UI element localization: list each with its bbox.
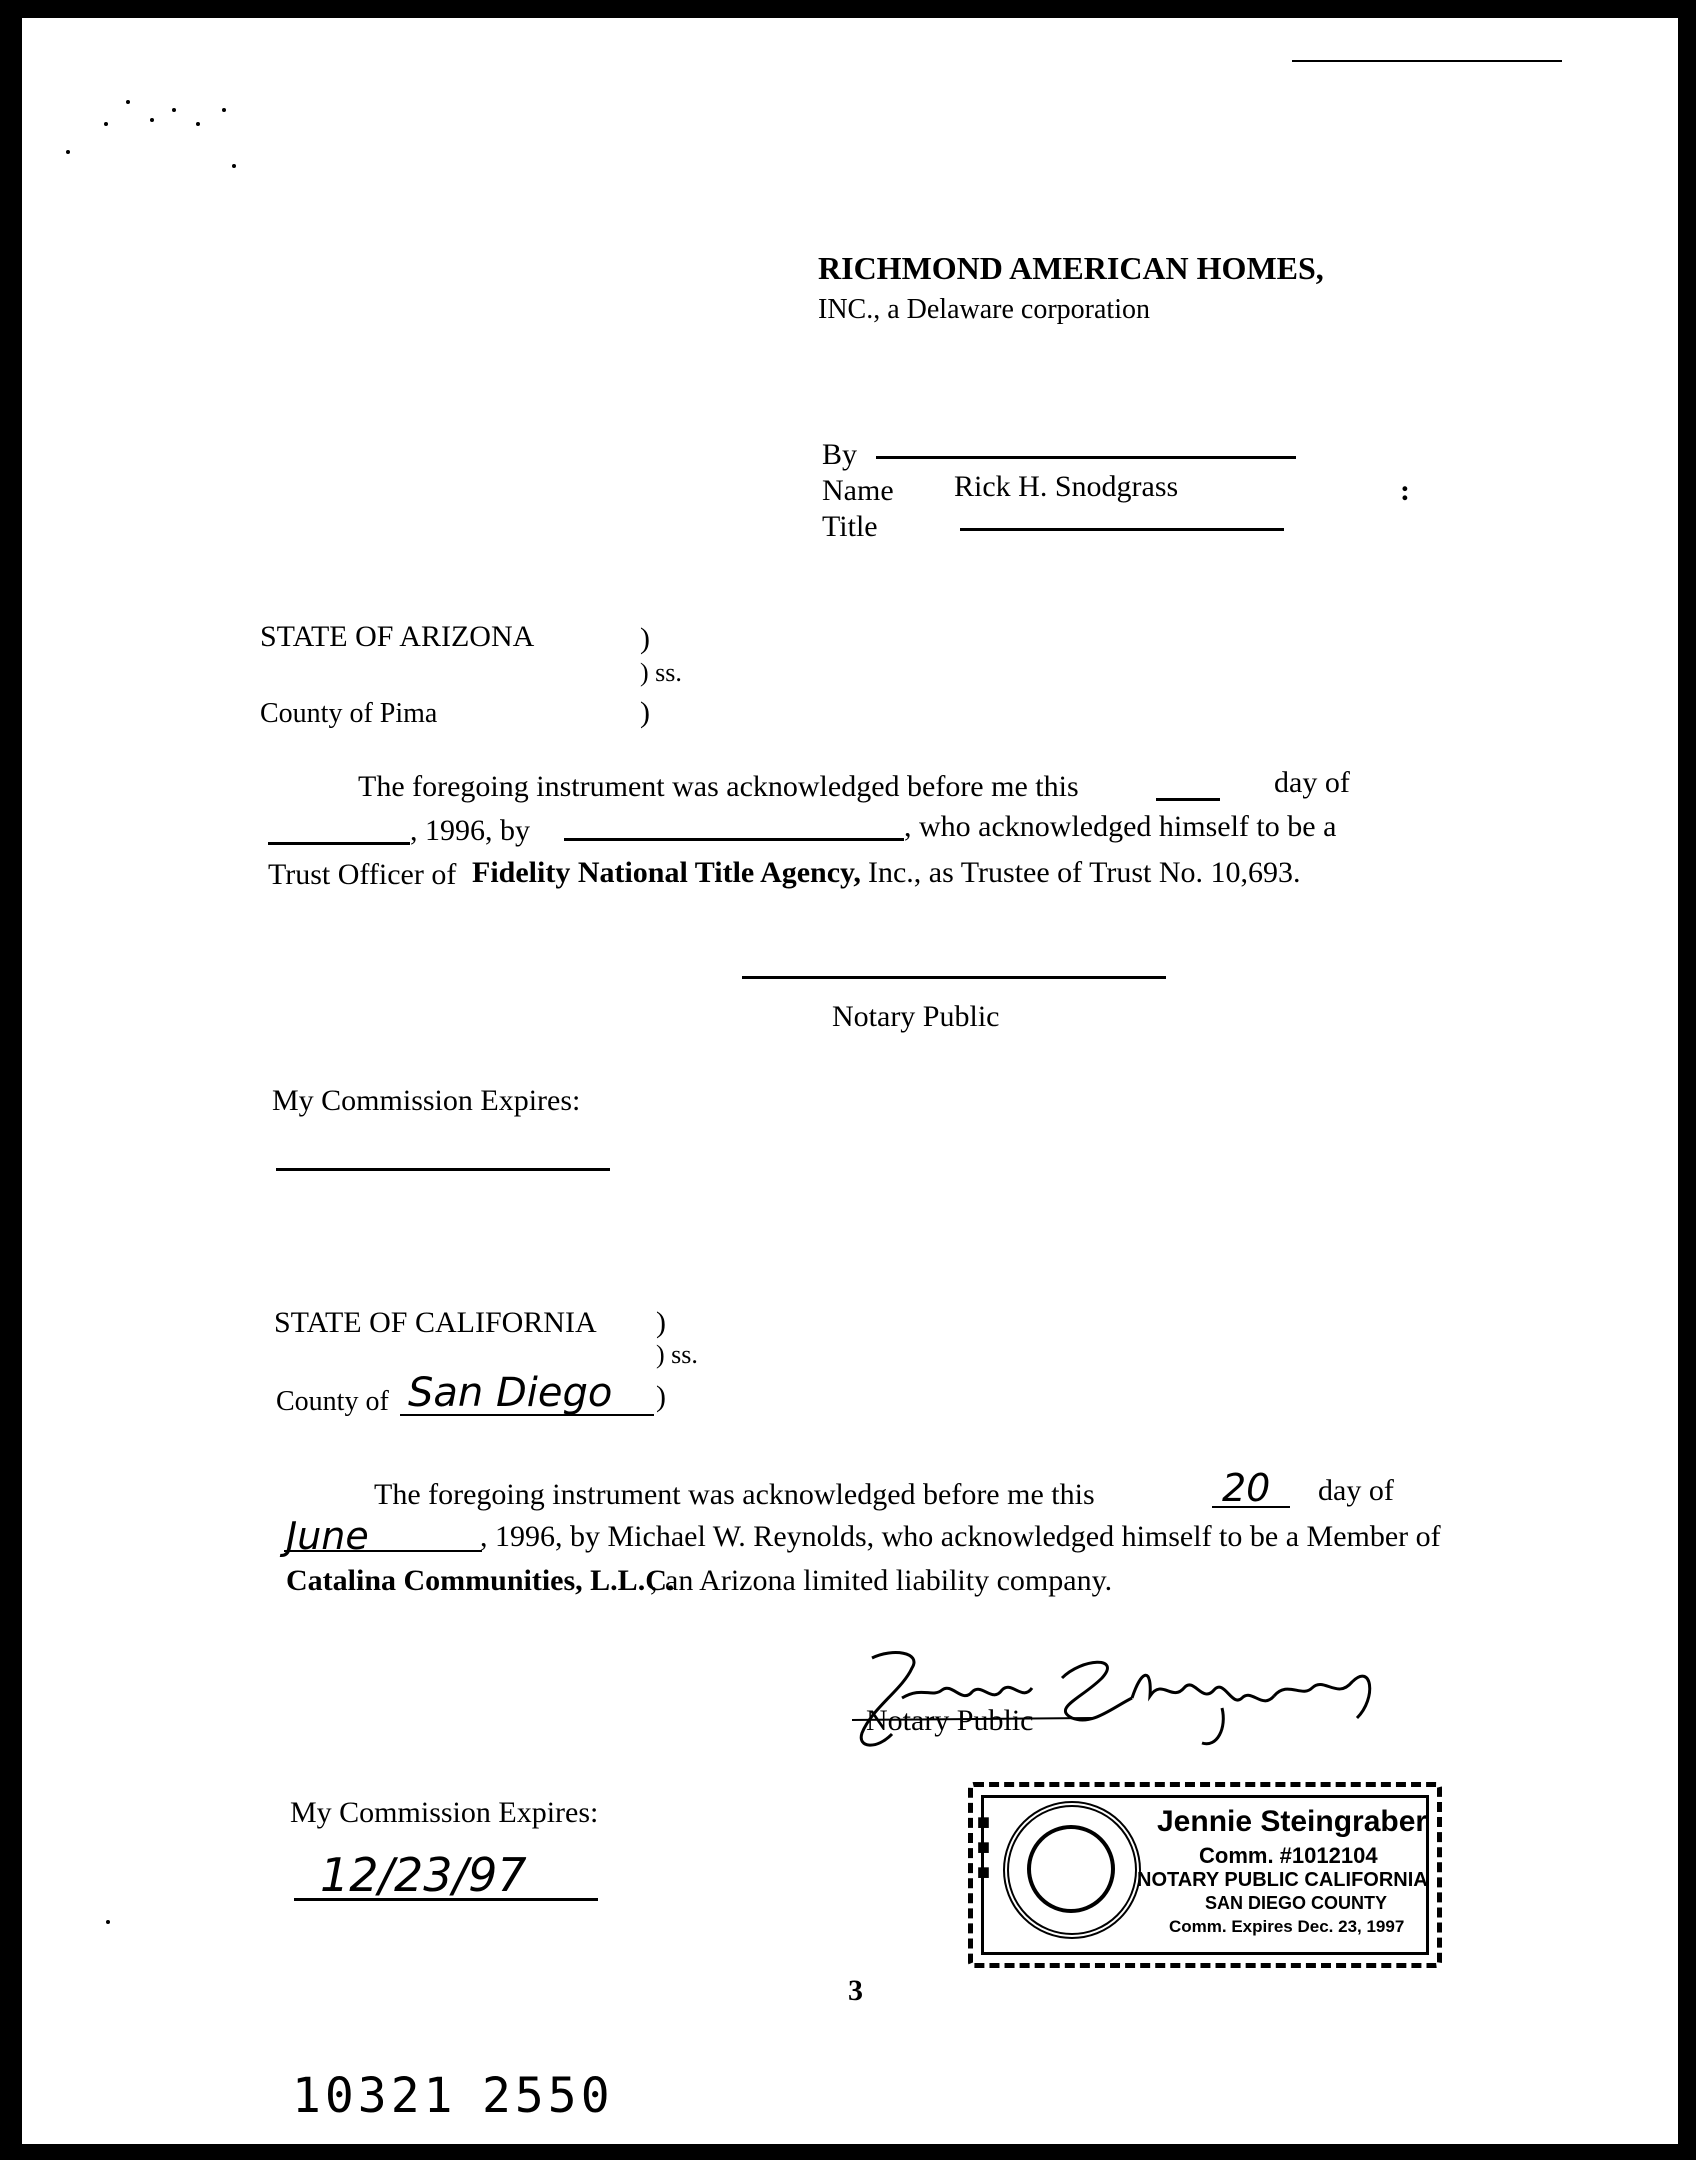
seal-county: SAN DIEGO COUNTY xyxy=(1205,1893,1388,1913)
county-san-diego-handwritten: San Diego xyxy=(408,1370,613,1416)
ca-month-handwritten: June xyxy=(286,1514,369,1558)
az-commission-label: My Commission Expires: xyxy=(272,1084,581,1117)
scan-speck xyxy=(66,150,70,154)
az-ack-line3-a: Trust Officer of xyxy=(268,858,457,891)
by-label: By xyxy=(822,438,858,471)
seal-title: NOTARY PUBLIC CALIFORNIA xyxy=(1137,1869,1428,1891)
title-label: Title xyxy=(822,510,878,543)
by-signature-line xyxy=(876,456,1296,459)
scan-top-line xyxy=(1292,60,1562,62)
az-by-blank xyxy=(564,838,904,841)
county-pima: County of Pima xyxy=(260,698,438,729)
az-ack-agency: Fidelity National Title Agency, xyxy=(472,856,861,889)
az-month-blank xyxy=(268,842,410,845)
venue-paren: ) xyxy=(656,1380,666,1413)
ca-ack-company: Catalina Communities, L.L.C. xyxy=(286,1564,675,1597)
ca-ack-line2: , 1996, by Michael W. Reynolds, who acknowledged himself to be a Member of xyxy=(480,1520,1441,1553)
ca-day-line xyxy=(1212,1506,1290,1508)
seal-comm-number: Comm. #1012104 xyxy=(1199,1843,1378,1868)
title-line xyxy=(960,528,1284,531)
scan-speck xyxy=(106,1920,110,1924)
venue-paren: ) xyxy=(640,696,650,729)
scan-speck xyxy=(172,108,176,112)
scan-speck xyxy=(104,122,108,126)
state-california: STATE OF CALIFORNIA xyxy=(274,1306,597,1339)
document-page xyxy=(22,18,1678,2144)
ss-mark: ) ss. xyxy=(640,658,682,687)
state-seal-emblem xyxy=(1003,1801,1141,1939)
ca-commission-date-handwritten: 12/23/97 xyxy=(320,1848,527,1902)
ca-ack-line3-b: , an Arizona limited liability company. xyxy=(650,1564,1113,1597)
state-seal-inner-ring xyxy=(1027,1825,1115,1913)
scan-speck xyxy=(150,118,154,122)
scan-speck xyxy=(232,164,236,168)
ca-commission-label: My Commission Expires: xyxy=(290,1796,599,1829)
document-code-part1: 10321 xyxy=(292,2068,457,2124)
state-arizona: STATE OF ARIZONA xyxy=(260,620,535,653)
ca-commission-line xyxy=(294,1898,598,1901)
venue-paren: ) xyxy=(656,1306,666,1339)
seal-left-edge: ■■■ xyxy=(971,1811,996,1886)
notary-seal xyxy=(968,1782,1442,1968)
az-ack-line1-a: The foregoing instrument was acknowledged before me this xyxy=(358,770,1079,803)
az-ack-line2-b: , who acknowledged himself to be a xyxy=(904,810,1337,843)
az-ack-line3-b: Inc., as Trustee of Trust No. 10,693. xyxy=(868,856,1301,889)
document-code-part2: 2550 xyxy=(482,2068,614,2124)
ca-ack-line1-a: The foregoing instrument was acknowledged before me this xyxy=(374,1478,1095,1511)
county-label: County of xyxy=(276,1386,389,1417)
az-ack-line2-a: , 1996, by xyxy=(410,814,530,847)
name-label: Name xyxy=(822,474,894,507)
seal-name: Jennie Steingraber xyxy=(1157,1805,1428,1838)
az-notary-signature-line xyxy=(742,976,1166,979)
company-name: RICHMOND AMERICAN HOMES, xyxy=(818,250,1324,286)
signer-name: Rick H. Snodgrass xyxy=(954,470,1179,503)
ca-ack-line1-b: day of xyxy=(1318,1474,1394,1507)
ca-month-line xyxy=(284,1550,482,1552)
notary-signature-text xyxy=(22,18,29,19)
ca-day-handwritten: 20 xyxy=(1222,1466,1271,1510)
ss-mark: ) ss. xyxy=(656,1340,698,1369)
county-line xyxy=(400,1414,654,1416)
scan-speck xyxy=(126,100,130,104)
seal-expires: Comm. Expires Dec. 23, 1997 xyxy=(1169,1917,1405,1936)
venue-paren: ) xyxy=(640,622,650,655)
notary-signature xyxy=(832,1638,1392,1758)
company-description: INC., a Delaware corporation xyxy=(818,294,1150,325)
scan-speck xyxy=(222,108,226,112)
az-commission-line xyxy=(276,1168,610,1171)
page-number: 3 xyxy=(848,1974,863,2007)
scan-speck xyxy=(196,122,200,126)
az-day-blank xyxy=(1156,798,1220,801)
trailing-colon: : xyxy=(1400,474,1410,507)
az-notary-label: Notary Public xyxy=(832,1000,1000,1033)
ca-notary-label: Notary Public xyxy=(866,1704,1034,1737)
az-ack-line1-b: day of xyxy=(1274,766,1350,799)
